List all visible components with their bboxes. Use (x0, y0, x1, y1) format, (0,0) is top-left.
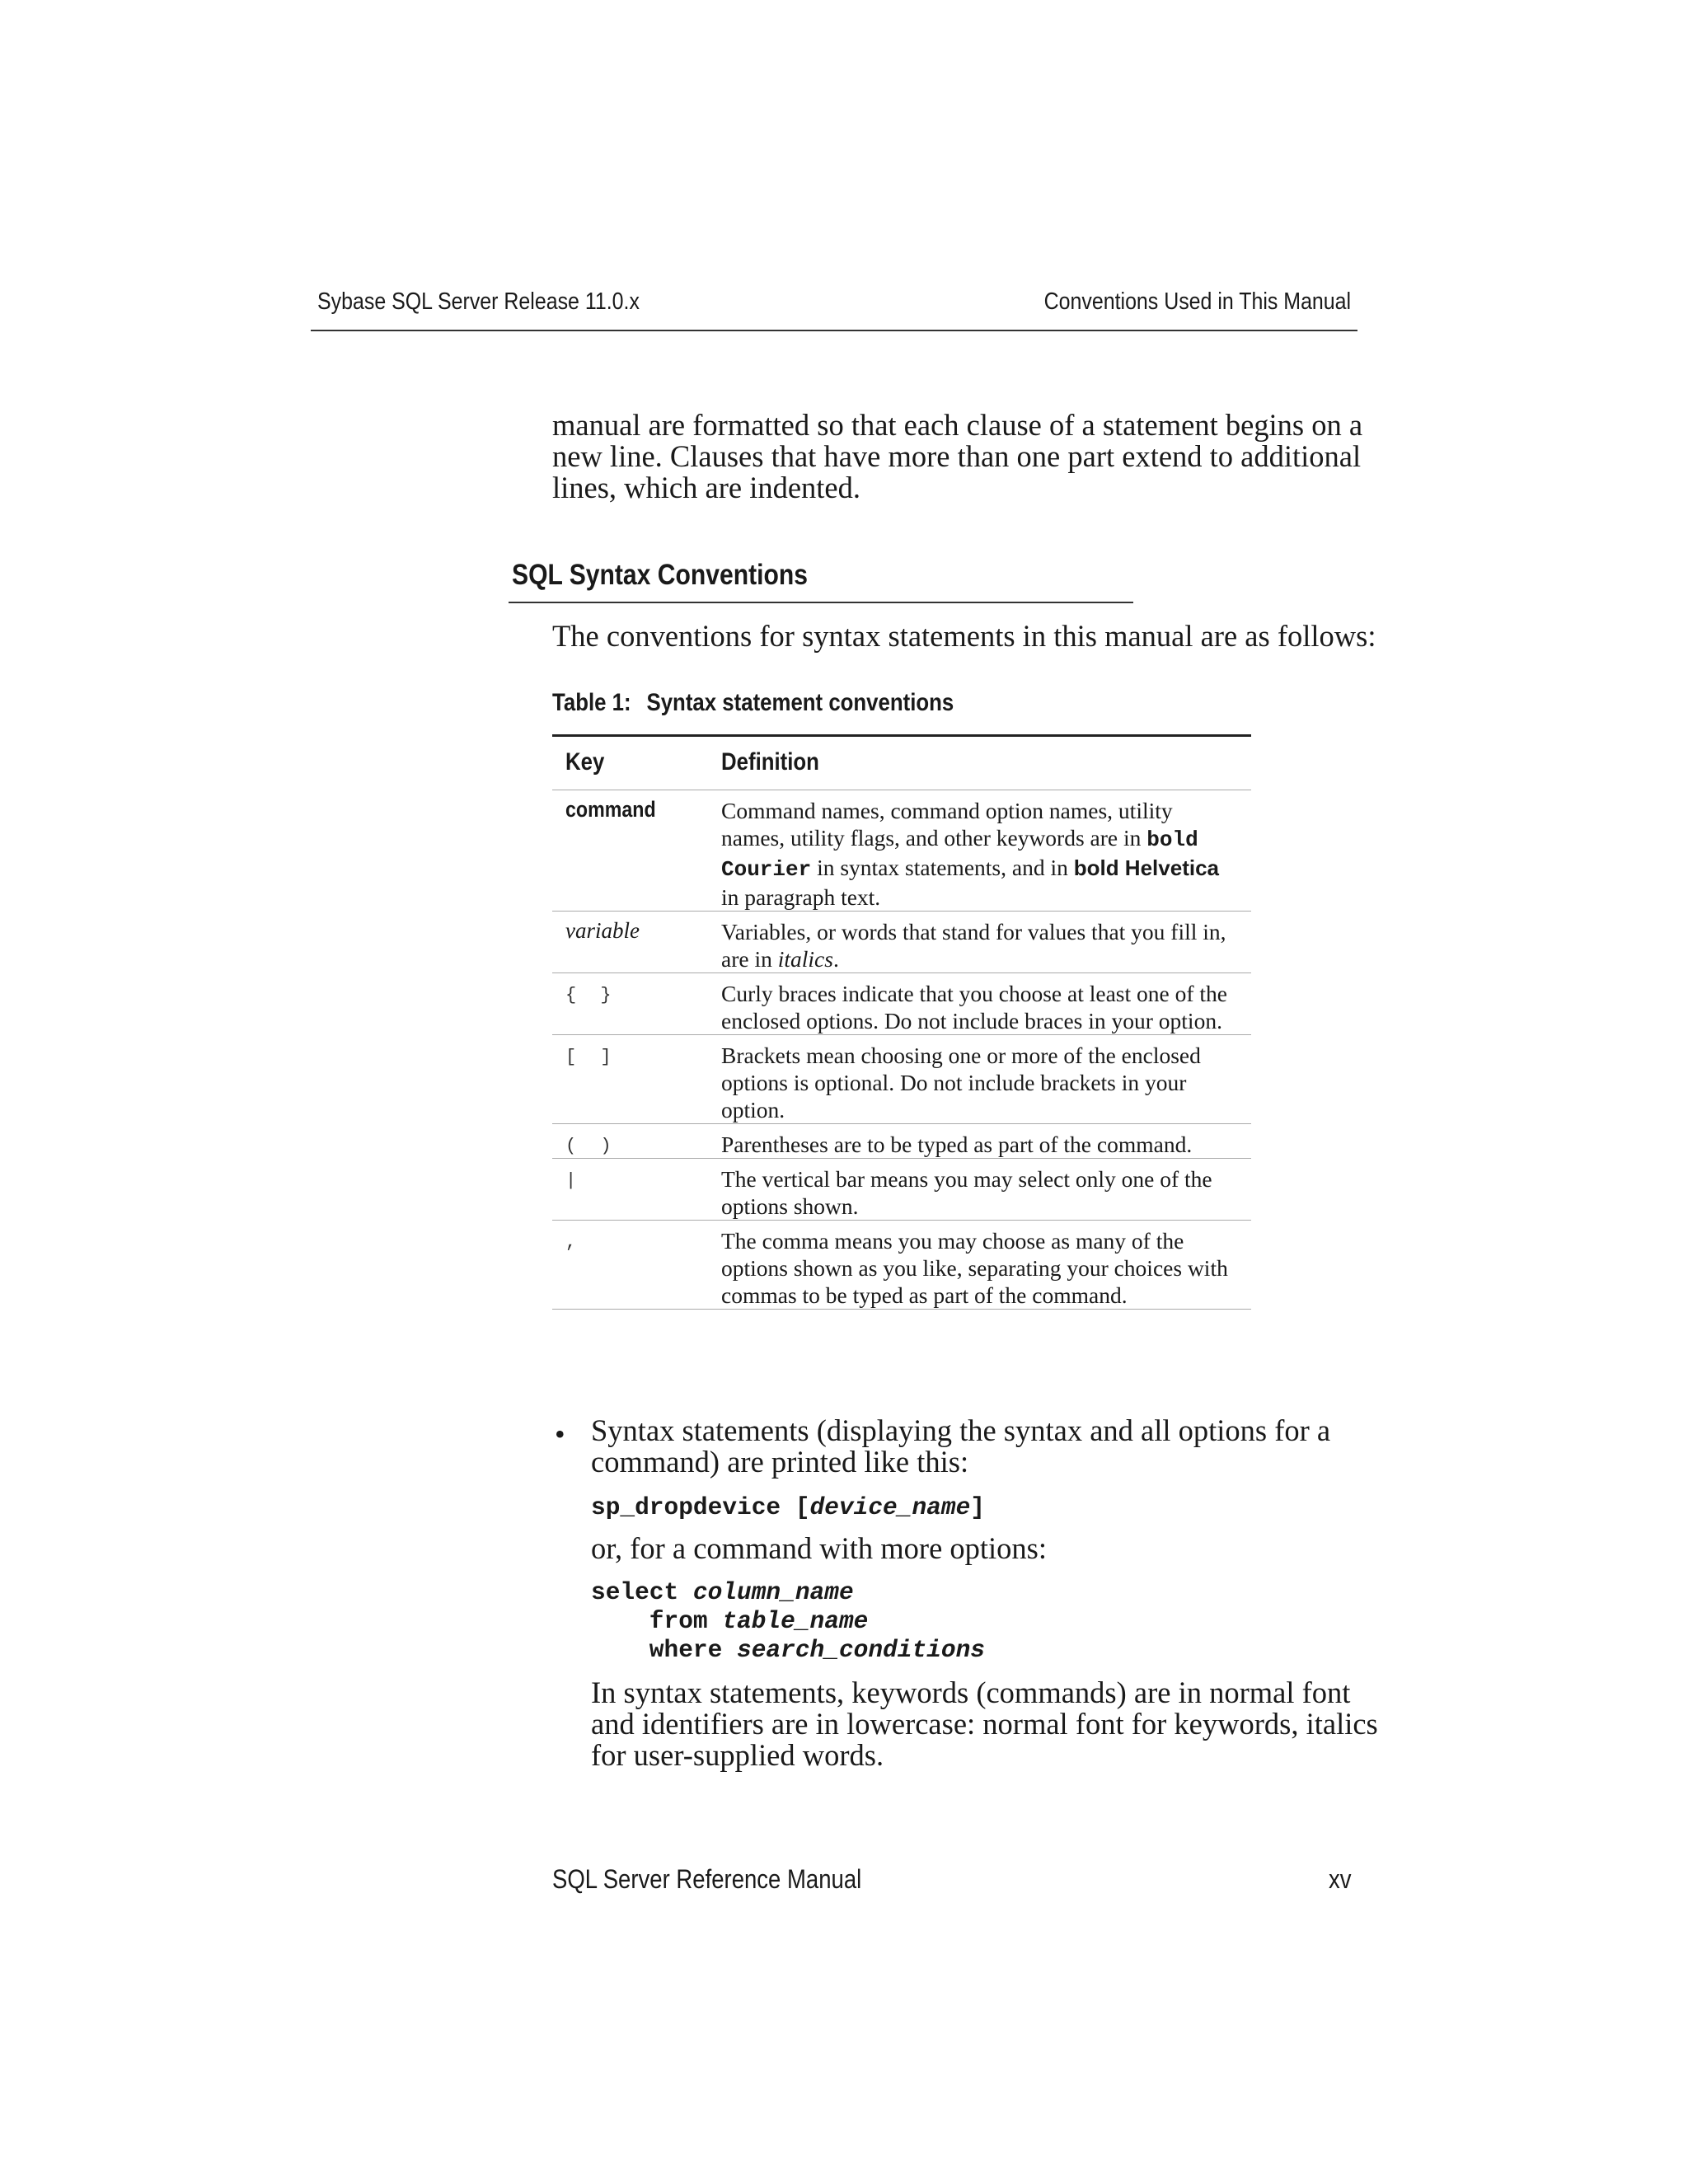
definition-cell: Curly braces indicate that you choose at least one of the enclosed options. Do not include braces in your option. (721, 981, 1227, 1033)
key-cell: variable (565, 918, 640, 943)
italics-sample: italics (777, 946, 833, 972)
footer-manual-title: SQL Server Reference Manual (552, 1864, 862, 1894)
intro-paragraph: manual are formatted so that each clause of a statement begins on a new line. Clauses that have more than one part extend to additional lines, which are indented. (552, 408, 1363, 504)
key-cell: ( ) (565, 1136, 618, 1156)
definition-cell (721, 912, 1240, 972)
code-keyword: where (591, 1636, 738, 1664)
section-lead-paragraph: The conventions for syntax statements in this manual are as follows: (552, 619, 1376, 653)
closing-paragraph: In syntax statements, keywords (commands) are in normal font and identifiers are in lowercase: normal font for keywords, italics for user-supplied words. (591, 1675, 1378, 1772)
definition-cell (721, 790, 1240, 911)
code-keyword: from (591, 1607, 723, 1635)
running-header (311, 288, 1357, 331)
key-cell: command (565, 797, 656, 822)
table-caption-label: Table 1: (552, 689, 631, 716)
table-row (552, 1221, 1251, 1310)
key-cell: , (565, 1232, 584, 1253)
table-row (552, 1159, 1251, 1221)
header-right-title: Conventions Used in This Manual (1043, 288, 1351, 315)
column-header-key: Key (565, 748, 605, 776)
page-number: xv (1329, 1864, 1352, 1894)
table-row (552, 973, 1251, 1035)
definition-text: in syntax statements, and in (811, 855, 1074, 880)
code-keyword: ] (970, 1493, 985, 1521)
table-row (552, 1124, 1251, 1159)
key-cell: [ ] (565, 1047, 618, 1067)
section-heading (509, 559, 1133, 603)
key-cell: { } (565, 985, 618, 1005)
table-header-row (552, 737, 1251, 790)
table-row (552, 912, 1251, 973)
definition-text: Variables, or words that stand for values that you fill in, are in (721, 919, 1226, 972)
or-paragraph: or, for a command with more options: (591, 1531, 1048, 1565)
table-row (552, 790, 1251, 912)
syntax-example-select (591, 1578, 985, 1665)
table-caption-title: Syntax statement conventions (646, 689, 954, 716)
code-argument: table_name (722, 1607, 869, 1635)
definition-cell: Brackets mean choosing one or more of the enclosed options is optional. Do not include brackets in your option. (721, 1043, 1201, 1122)
syntax-example-sp-dropdevice (591, 1493, 985, 1522)
definition-cell: The comma means you may choose as many of the options shown as you like, separating your choices with commas to be typed as part of the command. (721, 1228, 1228, 1308)
definition-text: in paragraph text. (721, 884, 881, 910)
code-argument: column_name (692, 1578, 854, 1606)
code-line (591, 1578, 985, 1607)
definition-cell: Parentheses are to be typed as part of the command. (721, 1132, 1193, 1157)
definition-text: Command names, command option names, utility names, utility flags, and other keywords are in (721, 798, 1173, 851)
header-left-title: Sybase SQL Server Release 11.0.x (317, 288, 640, 315)
code-keyword: sp_dropdevice [ (591, 1493, 810, 1521)
code-argument: device_name (809, 1493, 971, 1521)
table-caption (552, 689, 954, 717)
key-cell: | (565, 1170, 584, 1191)
definition-cell: The vertical bar means you may select only one of the options shown. (721, 1166, 1212, 1219)
definition-text: . (832, 946, 839, 972)
table-row (552, 1035, 1251, 1124)
bold-courier-sample: bold Courier (721, 827, 1198, 882)
section-title: SQL Syntax Conventions (512, 559, 809, 591)
conventions-table (552, 734, 1251, 1310)
bullet-marker: • (555, 1418, 565, 1451)
bullet-paragraph: Syntax statements (displaying the syntax and all options for a command) are printed like this: (591, 1413, 1331, 1479)
code-argument: search_conditions (737, 1636, 985, 1664)
code-line (591, 1636, 985, 1665)
bold-helvetica-sample: bold Helvetica (1073, 855, 1219, 880)
code-keyword: select (591, 1578, 693, 1606)
column-header-definition: Definition (721, 748, 819, 776)
code-line (591, 1607, 985, 1636)
